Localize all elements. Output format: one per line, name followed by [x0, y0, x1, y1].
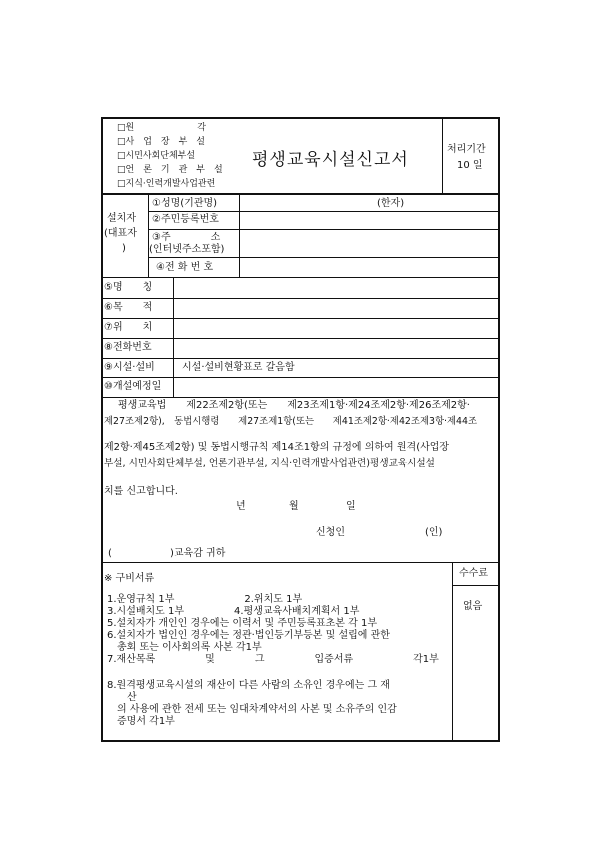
facility-type-option[interactable]: □언 론 기 관 부 설 — [117, 165, 223, 175]
installer-group-label: 설치자 — [107, 213, 136, 224]
date-day-label: 일 — [346, 501, 356, 512]
installer-address-label: ③주 소 — [152, 232, 221, 243]
document-item: 6.설치자가 법인인 경우에는 정관·법인등기부등본 및 설립에 관한 — [107, 630, 390, 641]
declaration-text-line: 평생교육법 제22조제2항(또는 제23조제1항·제24조제2항·제26조제2항· — [118, 400, 470, 411]
applicant-label: 신청인 — [316, 527, 345, 538]
processing-period-label: 처리기간 — [447, 144, 486, 155]
facility-type-option[interactable]: □원 각 — [117, 123, 206, 133]
declaration-text-line: 제2항·제45조제2항) 및 동법시행규칙 제14조1항의 규정에 의하여 원격(사업장 — [104, 442, 450, 453]
installer-address-sublabel: (인터넷주소포함) — [149, 244, 225, 255]
installer-phone-label: ④전 화 번 호 — [156, 262, 214, 273]
facility-open-date-field[interactable] — [174, 378, 499, 397]
document-item: 의 사용에 관한 전세 또는 임대차계약서의 사본 및 소유주의 인감 — [107, 704, 397, 715]
facility-name-field[interactable] — [174, 278, 499, 298]
date-month-label: 월 — [289, 501, 299, 512]
recipient-office-field[interactable] — [115, 546, 170, 561]
document-item: 8.원격평생교육시설의 재산이 다른 사람의 소유인 경우에는 그 재 — [107, 680, 390, 691]
divider — [452, 563, 453, 741]
facility-equipment-label: ⑨시설·설비 — [104, 362, 155, 373]
installer-group-label: ) — [122, 243, 126, 254]
facility-type-option[interactable]: □사 업 장 부 설 — [117, 137, 205, 147]
document-item: 7.재산목록 및 그 입증서류 각1부 — [107, 654, 439, 665]
date-year-label: 년 — [236, 501, 246, 512]
divider — [442, 118, 443, 194]
document-item: 산 — [107, 692, 137, 703]
installer-rrn-field[interactable] — [240, 212, 499, 229]
installer-name-field[interactable] — [240, 194, 499, 211]
divider — [453, 585, 499, 586]
seal-label: (인) — [425, 527, 443, 538]
installer-address-field[interactable] — [240, 230, 499, 257]
processing-period-value: 10 일 — [457, 160, 483, 171]
document-item: 3.시설배치도 1부 4.평생교육사배치계획서 1부 — [107, 606, 360, 617]
facility-phone-field[interactable] — [174, 339, 499, 358]
facility-equipment-value: 시설·설비현황표로 갈음함 — [182, 362, 295, 373]
declaration-text-line: 치를 신고합니다. — [104, 486, 178, 497]
facility-type-option[interactable]: □시민사회단체부설 — [117, 151, 196, 161]
document-item: 5.설치자가 개인인 경우에는 이력서 및 주민등록표초본 각 1부 — [107, 618, 377, 629]
divider — [102, 397, 499, 398]
installer-group-label: (대표자 — [104, 228, 137, 239]
form-title: 평생교육시설신고서 — [252, 150, 409, 170]
facility-name-label: ⑤명 칭 — [104, 282, 153, 293]
declaration-text-line: 부설, 시민사회단체부설, 언론기관부설, 지식·인력개발사업관련)평생교육시설설 — [104, 458, 435, 469]
recipient-label: )교육감 귀하 — [170, 548, 226, 559]
documents-heading: ※ 구비서류 — [104, 573, 155, 584]
installer-name-hanja-label: (한자) — [377, 198, 405, 209]
document-item: 총회 또는 이사회의록 사본 각1부 — [107, 642, 262, 653]
installer-rrn-label: ②주민등록번호 — [152, 214, 219, 225]
installer-name-label: ①성명(기관명) — [152, 198, 218, 209]
divider — [102, 358, 499, 359]
facility-phone-label: ⑧전화번호 — [104, 342, 152, 353]
divider — [102, 562, 499, 563]
facility-type-option[interactable]: □지식·인력개발사업관련 — [117, 179, 216, 189]
recipient-open: ( — [108, 548, 112, 559]
document-item: 증명서 각1부 — [107, 716, 175, 727]
document-item: 1.운영규칙 1부 2.위치도 1부 — [107, 594, 303, 605]
declaration-text-line: 제27조제2항), 동법시행령 제27조제1항(또는 제41조제2항·제42조제3항·제44조 — [104, 416, 478, 427]
facility-location-field[interactable] — [174, 319, 499, 338]
fee-label: 수수료 — [459, 568, 488, 579]
divider — [148, 194, 149, 277]
fee-value: 없음 — [463, 601, 483, 612]
facility-purpose-label: ⑥목 적 — [104, 302, 153, 313]
facility-open-date-label: ⑩개설예정일 — [104, 381, 162, 392]
facility-location-label: ⑦위 치 — [104, 322, 153, 333]
facility-purpose-field[interactable] — [174, 299, 499, 318]
installer-phone-field[interactable] — [240, 258, 499, 277]
